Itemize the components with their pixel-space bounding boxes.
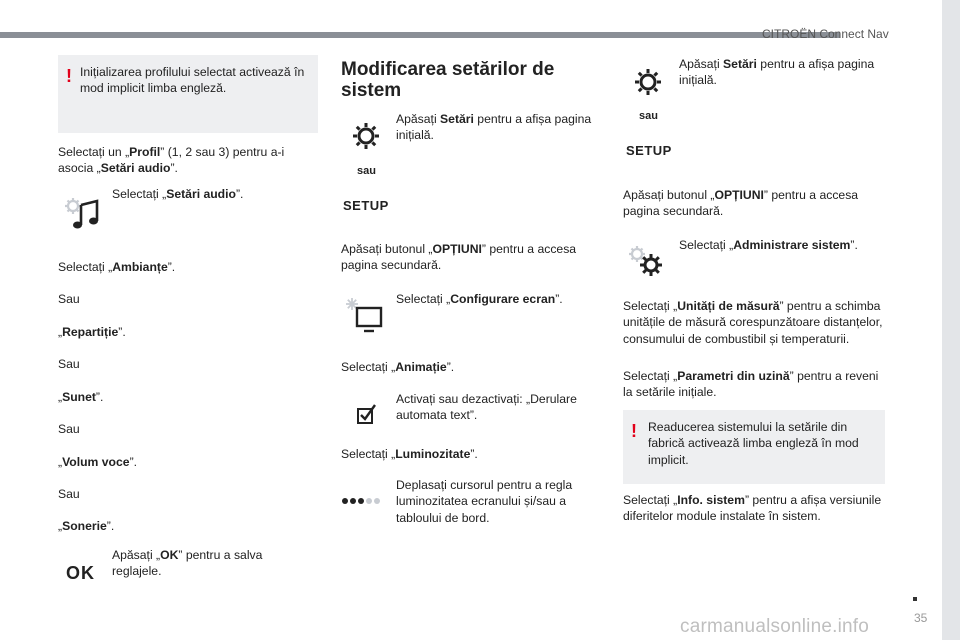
warning-note bbox=[58, 55, 318, 133]
system-admin-text: Selectați „Administrare sistem”. bbox=[679, 238, 858, 252]
system-info-text: Selectați „Info. sistem” pentru a afișa versiunile diferitelor module instalate în sistem. bbox=[623, 493, 882, 524]
sonerie-text: „Sonerie”. bbox=[58, 519, 115, 533]
or-text: Sau bbox=[58, 292, 80, 306]
volum-voce-text: „Volum voce”. bbox=[58, 455, 138, 469]
brightness-text: Selectați „Luminozitate”. bbox=[341, 447, 478, 461]
warning-note bbox=[623, 410, 885, 484]
warning-icon: ! bbox=[631, 421, 637, 441]
settings-gear-icon bbox=[633, 67, 663, 97]
screen-settings-icon bbox=[344, 297, 384, 333]
checkbox-icon bbox=[356, 403, 378, 425]
page-marker bbox=[913, 597, 917, 601]
slider-text: Deplasați cursorul pentru a regla luminozitatea ecranului și/sau a tabloului de bord. bbox=[396, 478, 573, 525]
setup-button-icon: SETUP bbox=[626, 143, 672, 158]
ok-icon: OK bbox=[66, 563, 95, 583]
or-label: sau bbox=[639, 110, 658, 122]
factory-reset-text: Selectați „Parametri din uzină” pentru a reveni la setările inițiale. bbox=[623, 369, 879, 400]
audio-settings-text: Selectați „Setări audio”. bbox=[112, 187, 244, 201]
options-text: Apăsați butonul „OPȚIUNI” pentru a accesa pagina secundară. bbox=[623, 188, 859, 219]
warning-note-text: Readucerea sistemului la setările din fabrică activează limba engleză în mod implicit. bbox=[648, 420, 859, 467]
warning-note-text: Inițializarea profilului selectat activează în mod implicit limba engleză. bbox=[80, 65, 305, 96]
or-text: Sau bbox=[58, 487, 80, 501]
settings-text: Apăsați Setări pentru a afișa pagina inițială. bbox=[396, 112, 592, 143]
or-text: Sau bbox=[58, 357, 80, 371]
page-number: 35 bbox=[914, 611, 928, 625]
ok-text: Apăsați „OK” pentru a salva reglajele. bbox=[112, 548, 263, 579]
sunet-text: „Sunet”. bbox=[58, 390, 104, 404]
header-bar bbox=[0, 32, 840, 38]
setup-button-icon: SETUP bbox=[343, 198, 389, 213]
options-text: Apăsați butonul „OPȚIUNI” pentru a accesa pagina secundară. bbox=[341, 242, 577, 273]
or-text: Sau bbox=[58, 422, 80, 436]
ambiente-text: Selectați „Ambianțe”. bbox=[58, 260, 176, 274]
side-strip bbox=[942, 0, 960, 640]
units-text: Selectați „Unități de măsură” pentru a schimba unitățile de măsură corespunzătoare distanțelor, consumului de combustibil și temperaturii. bbox=[623, 299, 883, 346]
warning-icon: ! bbox=[66, 66, 72, 86]
repartitie-text: „Repartiție”. bbox=[58, 325, 126, 339]
settings-text: Apăsați Setări pentru a afișa pagina inițială. bbox=[679, 57, 875, 88]
profile-paragraph: Selectați un „Profil” (1, 2 sau 3) pentru a-i asocia „Setări audio”. bbox=[58, 145, 285, 176]
section-heading: Modificarea setărilor de sistem bbox=[341, 59, 555, 101]
brightness-slider-icon bbox=[341, 495, 381, 507]
audio-settings-icon bbox=[62, 196, 102, 230]
watermark: carmanualsonline.info bbox=[680, 616, 870, 637]
header-title: CITROËN Connect Nav bbox=[762, 27, 889, 41]
animation-text: Selectați „Animație”. bbox=[341, 360, 455, 374]
or-label: sau bbox=[357, 165, 376, 177]
settings-gear-icon bbox=[351, 121, 381, 151]
screen-config-text: Selectați „Configurare ecran”. bbox=[396, 292, 563, 306]
auto-scroll-text: Activați sau dezactivați: „Derulare automata text”. bbox=[396, 392, 577, 423]
system-admin-icon bbox=[626, 243, 666, 279]
